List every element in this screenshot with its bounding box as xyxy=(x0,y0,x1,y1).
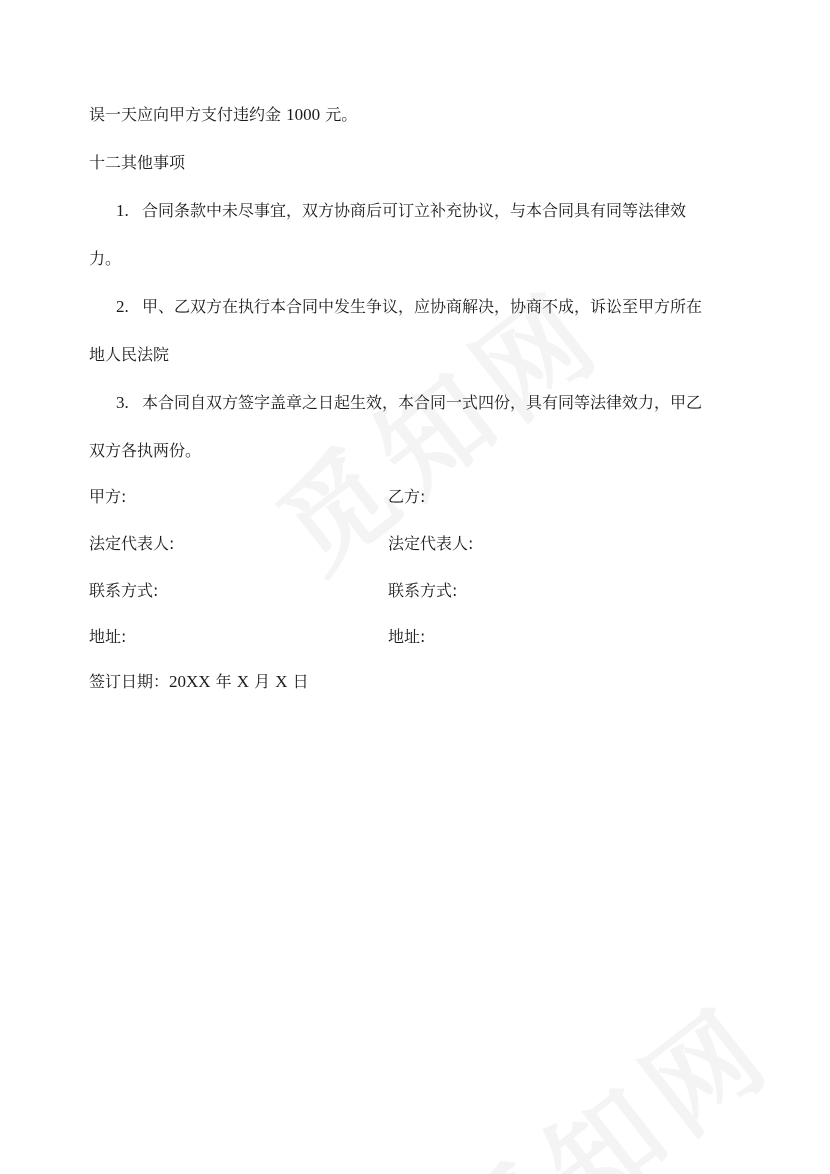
signing-date-label: 签订日期： xyxy=(89,672,170,691)
party-b-representative-label: 法定代表人: xyxy=(388,534,474,553)
clause-text: 合同条款中未尽事宜，双方协商后可订立补充协议，与本合同具有同等法律效 xyxy=(142,201,687,220)
signing-date-day: X xyxy=(275,672,288,691)
party-a-representative-label: 法定代表人: xyxy=(89,534,175,553)
clause-item-3-continuation: 双方各执两份。 xyxy=(89,441,202,460)
clause-item-1-continuation: 力。 xyxy=(89,249,122,268)
clause-number: 1. xyxy=(116,201,129,220)
clause-item-2-continuation: 地人民法院 xyxy=(89,345,170,364)
watermark xyxy=(411,962,801,1174)
party-b-contact-label: 联系方式: xyxy=(388,581,458,600)
clause-text: 本合同自双方签字盖章之日起生效，本合同一式四份，具有同等法律效力，甲乙 xyxy=(142,393,703,412)
year-unit: 年 xyxy=(215,672,232,691)
signing-date-year: 20XX xyxy=(169,672,211,691)
clause-item-1 xyxy=(116,200,686,222)
penalty-amount: 1000 xyxy=(286,105,321,124)
carryover-line xyxy=(89,104,357,126)
signing-date xyxy=(89,671,309,693)
party-a-address-label: 地址: xyxy=(89,627,127,646)
party-b-label: 乙方: xyxy=(388,487,426,506)
carryover-text: 误一天应向甲方支付违约金 xyxy=(89,105,282,124)
party-b-address-label: 地址: xyxy=(388,627,426,646)
clause-item-2 xyxy=(116,296,702,318)
clause-text: 甲、乙双方在执行本合同中发生争议，应协商解决，协商不成，诉讼至甲方所在 xyxy=(142,297,703,316)
month-unit: 月 xyxy=(254,672,271,691)
penalty-unit: 元。 xyxy=(325,105,358,124)
clause-number: 2. xyxy=(116,297,129,316)
party-a-label: 甲方: xyxy=(89,487,127,506)
party-a-contact-label: 联系方式: xyxy=(89,581,159,600)
section-heading: 十二其他事项 xyxy=(89,153,186,172)
clause-item-3 xyxy=(116,392,702,414)
signing-date-month: X xyxy=(236,672,250,691)
day-unit: 日 xyxy=(292,672,309,691)
clause-number: 3. xyxy=(116,393,129,412)
